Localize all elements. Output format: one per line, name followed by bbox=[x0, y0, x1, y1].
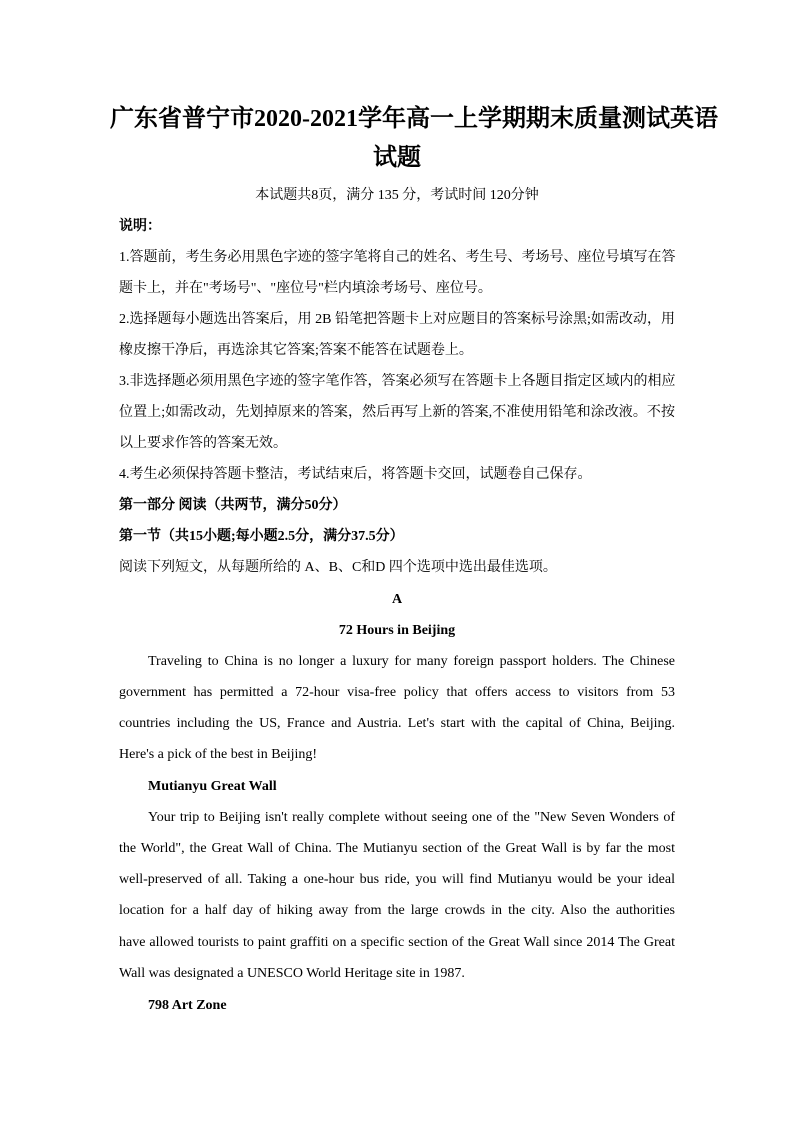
subsection-heading: 第一节（共15小题;每小题2.5分，满分37.5分） bbox=[119, 529, 404, 544]
instruction-4-line-1: 4.考生必须保持答题卡整洁，考试结束后，将答题卡交回，试题卷自己保存。 bbox=[119, 467, 592, 482]
subheading-mutianyu: Mutianyu Great Wall bbox=[148, 779, 277, 794]
passage-title: 72 Hours in Beijing bbox=[338, 623, 456, 638]
part-heading: 第一部分 阅读（共两节，满分50分） bbox=[119, 498, 347, 513]
paragraph-2-line-1: Your trip to Beijing isn't really complete without seeing one of the "New Seven Wonders of bbox=[148, 810, 675, 825]
instructions-heading: 说明： bbox=[119, 219, 161, 234]
instruction-1-line-2: 题卡上，并在"考场号"、"座位号"栏内填涂考场号、座位号。 bbox=[119, 281, 492, 296]
paragraph-1-line-3: countries including the US, France and Austria. Let's start with the capital of China, Beijing. bbox=[119, 716, 675, 731]
paragraph-2-line-3: well-preserved of all. Taking a one-hour bus ride, you will find Mutianyu would be your ideal bbox=[119, 872, 675, 887]
paragraph-1-line-1: Traveling to China is no longer a luxury for many foreign passport holders. The Chinese bbox=[148, 654, 675, 669]
paragraph-1-line-4: Here's a pick of the best in Beijing! bbox=[119, 747, 318, 762]
paragraph-2-line-6: Wall was designated a UNESCO World Heritage site in 1987. bbox=[119, 966, 465, 981]
passage-letter: A bbox=[391, 592, 403, 607]
instruction-2-line-2: 橡皮擦干净后，再选涂其它答案;答案不能答在试题卷上。 bbox=[119, 343, 473, 358]
document-title: 广东省普宁市2020-2021学年高一上学期期末质量测试英语 bbox=[110, 106, 718, 132]
paragraph-2-line-2: the World", the Great Wall of China. The Mutianyu section of the Great Wall is by far the most bbox=[119, 841, 675, 856]
paragraph-2-line-4: location for a half day of hiking away from the large crowds in the city. Also the authorities bbox=[119, 903, 675, 918]
paragraph-1-line-2: government has permitted a 72-hour visa-free policy that offers access to visitors from 53 bbox=[119, 685, 675, 700]
document-title-continued: 试题 bbox=[373, 145, 421, 171]
instruction-2-line-1: 2.选择题每小题选出答案后，用 2B 铅笔把答题卡上对应题目的答案标号涂黑;如需改动，用 bbox=[119, 312, 675, 327]
subheading-798-art-zone: 798 Art Zone bbox=[148, 998, 227, 1013]
instruction-3-line-2: 位置上;如需改动，先划掉原来的答案，然后再写上新的答案,不准使用铅笔和涂改液。不按 bbox=[119, 405, 675, 420]
exam-info: 本试题共8页，满分 135 分，考试时间 120分钟 bbox=[255, 188, 539, 203]
reading-directions: 阅读下列短文，从每题所给的 A、B、C和D 四个选项中选出最佳选项。 bbox=[119, 560, 557, 575]
instruction-1-line-1: 1.答题前，考生务必用黑色字迹的签字笔将自己的姓名、考生号、考场号、座位号填写在答 bbox=[119, 250, 676, 265]
instruction-3-line-1: 3.非选择题必须用黑色字迹的签字笔作答，答案必须写在答题卡上各题目指定区域内的相应 bbox=[119, 374, 676, 389]
paragraph-2-line-5: have allowed tourists to paint graffiti on a specific section of the Great Wall since 2014 The Great bbox=[119, 935, 675, 950]
instruction-3-line-3: 以上要求作答的答案无效。 bbox=[119, 436, 287, 451]
